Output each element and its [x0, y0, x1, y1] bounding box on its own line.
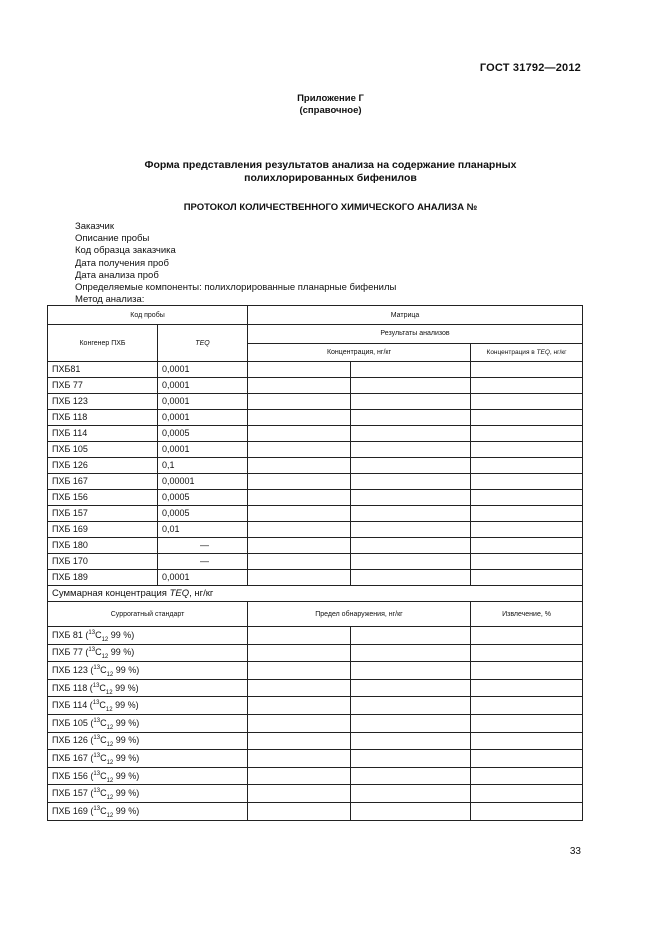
- congener-teq: 0,0001: [158, 362, 248, 378]
- surrogate-header: Суррогатный стандарт: [48, 602, 248, 627]
- isotope-count: 12: [106, 742, 114, 749]
- isotope-purity: 99 %): [113, 752, 140, 763]
- detection-limit-cell-2: [351, 802, 471, 820]
- surrogate-row: [48, 662, 583, 680]
- congener-row: [48, 474, 583, 490]
- isotope-count: 12: [106, 794, 114, 801]
- results-table: [47, 305, 583, 821]
- isotope-count: 12: [101, 636, 109, 643]
- congener-teq: 0,0001: [158, 570, 248, 586]
- concentration-cell-2: [351, 490, 471, 506]
- congener-teq: 0,0001: [158, 410, 248, 426]
- concentration-cell-1: [248, 378, 351, 394]
- surrogate-name: [48, 767, 248, 785]
- surrogate-congener: ПХБ 105 (: [52, 717, 94, 728]
- congener-teq: 0,0001: [158, 378, 248, 394]
- concentration-teq-cell: [471, 362, 583, 378]
- sum-suffix: , нг/кг: [189, 588, 214, 599]
- concentration-cell-1: [248, 410, 351, 426]
- recovery-cell: [471, 767, 583, 785]
- concentration-header: Концентрация, нг/кг: [248, 343, 471, 362]
- sum-teq-label: [48, 586, 583, 602]
- sum-teq-em: TEQ: [169, 588, 190, 599]
- detection-limit-cell-1: [248, 662, 351, 680]
- conc-teq-suffix: , нг/кг: [549, 348, 567, 356]
- congener-name: ПХБ81: [48, 362, 158, 378]
- detection-limit-cell-1: [248, 750, 351, 768]
- surrogate-row: [48, 802, 583, 820]
- detection-limit-cell-1: [248, 679, 351, 697]
- detection-limit-cell-1: [248, 785, 351, 803]
- concentration-teq-cell: [471, 570, 583, 586]
- annex-title: Приложение Г: [297, 93, 364, 104]
- concentration-cell-1: [248, 522, 351, 538]
- surrogate-congener: ПХБ 167 (: [52, 752, 94, 763]
- sum-row: [48, 586, 583, 602]
- congener-row: [48, 506, 583, 522]
- annex-heading: [0, 93, 661, 117]
- concentration-teq-cell: [471, 410, 583, 426]
- concentration-cell-1: [248, 554, 351, 570]
- detection-limit-header: Предел обнаружения, нг/кг: [248, 602, 471, 627]
- isotope-count: 12: [106, 671, 114, 678]
- isotope-element: C: [100, 735, 107, 746]
- congener-name: ПХБ 105: [48, 442, 158, 458]
- recovery-cell: [471, 714, 583, 732]
- surrogate-row: [48, 732, 583, 750]
- field-components: Определяемые компоненты: полихлорированные планарные бифенилы: [75, 282, 397, 294]
- field-method: Метод анализа:: [75, 294, 145, 306]
- concentration-cell-1: [248, 570, 351, 586]
- concentration-cell-2: [351, 570, 471, 586]
- surrogate-congener: ПХБ 81 (: [52, 629, 89, 640]
- surrogate-row: [48, 679, 583, 697]
- conc-teq-prefix: Концентрация в: [486, 348, 537, 356]
- congener-name: ПХБ 123: [48, 394, 158, 410]
- concentration-teq-cell: [471, 474, 583, 490]
- recovery-cell: [471, 785, 583, 803]
- concentration-cell-2: [351, 442, 471, 458]
- congener-row: [48, 570, 583, 586]
- congener-row: [48, 394, 583, 410]
- congener-name: ПХБ 157: [48, 506, 158, 522]
- recovery-cell: [471, 627, 583, 645]
- surrogate-congener: ПХБ 169 (: [52, 805, 94, 816]
- concentration-cell-2: [351, 394, 471, 410]
- congener-name: ПХБ 167: [48, 474, 158, 490]
- congener-row: [48, 426, 583, 442]
- surrogate-name: [48, 750, 248, 768]
- header-row-results: [48, 325, 583, 344]
- concentration-cell-1: [248, 362, 351, 378]
- annex-kind: (справочное): [299, 105, 362, 116]
- field-analysis-date: Дата анализа проб: [75, 269, 159, 281]
- isotope-element: C: [100, 805, 107, 816]
- concentration-cell-2: [351, 506, 471, 522]
- concentration-cell-2: [351, 554, 471, 570]
- congener-row: [48, 442, 583, 458]
- isotope-mass: 13: [92, 682, 100, 689]
- surrogate-name: [48, 714, 248, 732]
- conc-teq-em: TEQ: [536, 348, 550, 356]
- concentration-teq-cell: [471, 458, 583, 474]
- detection-limit-cell-2: [351, 767, 471, 785]
- sample-code-header: Код пробы: [48, 306, 248, 325]
- congener-name: ПХБ 189: [48, 570, 158, 586]
- congener-teq: 0,0001: [158, 442, 248, 458]
- form-title-line-1: Форма представления результатов анализа на содержание планарных: [144, 159, 517, 171]
- surrogate-row: [48, 644, 583, 662]
- isotope-purity: 99 %): [113, 735, 140, 746]
- concentration-teq-header: [471, 343, 583, 362]
- detection-limit-cell-2: [351, 662, 471, 680]
- concentration-cell-2: [351, 410, 471, 426]
- surrogate-name: [48, 732, 248, 750]
- protocol-fields: [75, 221, 396, 306]
- surrogate-row: [48, 785, 583, 803]
- detection-limit-cell-2: [351, 627, 471, 645]
- matrix-header: [248, 306, 583, 325]
- isotope-mass: 13: [93, 805, 101, 812]
- congener-row: [48, 538, 583, 554]
- concentration-cell-2: [351, 522, 471, 538]
- concentration-teq-cell: [471, 554, 583, 570]
- detection-limit-cell-1: [248, 644, 351, 662]
- detection-limit-cell-2: [351, 697, 471, 715]
- congener-name: ПХБ 169: [48, 522, 158, 538]
- detection-limit-cell-1: [248, 627, 351, 645]
- congener-name: ПХБ 118: [48, 410, 158, 426]
- concentration-teq-cell: [471, 378, 583, 394]
- isotope-purity: 99 %): [113, 664, 140, 675]
- isotope-purity: 99 %): [112, 700, 139, 711]
- surrogate-name: [48, 697, 248, 715]
- isotope-mass: 13: [93, 752, 101, 759]
- isotope-count: 12: [106, 724, 114, 731]
- congener-teq: 0,00001: [158, 474, 248, 490]
- congener-name: ПХБ 114: [48, 426, 158, 442]
- congener-teq: —: [158, 538, 248, 554]
- isotope-purity: 99 %): [112, 682, 139, 693]
- congener-row: [48, 458, 583, 474]
- form-title: [60, 159, 601, 185]
- concentration-teq-cell: [471, 394, 583, 410]
- surrogate-name: [48, 644, 248, 662]
- surrogate-name: [48, 679, 248, 697]
- isotope-count: 12: [105, 689, 113, 696]
- concentration-cell-2: [351, 426, 471, 442]
- surrogate-congener: ПХБ 126 (: [52, 735, 94, 746]
- isotope-count: 12: [106, 759, 114, 766]
- isotope-element: C: [99, 682, 106, 693]
- isotope-purity: 99 %): [108, 629, 135, 640]
- concentration-cell-2: [351, 458, 471, 474]
- surrogate-congener: ПХБ 114 (: [52, 700, 93, 711]
- congener-name: ПХБ 156: [48, 490, 158, 506]
- congener-teq: 0,01: [158, 522, 248, 538]
- recovery-cell: [471, 662, 583, 680]
- surrogate-name: [48, 627, 248, 645]
- surrogate-header-row: [48, 602, 583, 627]
- isotope-element: C: [100, 770, 107, 781]
- protocol-title: ПРОТОКОЛ КОЛИЧЕСТВЕННОГО ХИМИЧЕСКОГО АНАЛИЗА №: [183, 202, 478, 213]
- surrogate-congener: ПХБ 157 (: [52, 788, 94, 799]
- detection-limit-cell-2: [351, 644, 471, 662]
- isotope-purity: 99 %): [113, 788, 140, 799]
- detection-limit-cell-1: [248, 714, 351, 732]
- page-number: 33: [569, 846, 581, 857]
- congener-row: [48, 522, 583, 538]
- isotope-purity: 99 %): [113, 717, 140, 728]
- detection-limit-cell-2: [351, 785, 471, 803]
- detection-limit-cell-2: [351, 679, 471, 697]
- surrogate-name: [48, 802, 248, 820]
- isotope-purity: 99 %): [108, 647, 135, 658]
- concentration-cell-2: [351, 538, 471, 554]
- congener-header: Конгенер ПХБ: [48, 325, 158, 362]
- concentration-cell-2: [351, 378, 471, 394]
- recovery-cell: [471, 679, 583, 697]
- concentration-teq-cell: [471, 490, 583, 506]
- isotope-mass: 13: [88, 629, 96, 636]
- congener-row: [48, 378, 583, 394]
- surrogate-name: [48, 785, 248, 803]
- detection-limit-cell-2: [351, 714, 471, 732]
- isotope-count: 12: [106, 777, 114, 784]
- concentration-teq-cell: [471, 426, 583, 442]
- surrogate-row: [48, 697, 583, 715]
- surrogate-row: [48, 627, 583, 645]
- concentration-cell-1: [248, 442, 351, 458]
- concentration-teq-cell: [471, 442, 583, 458]
- field-receipt-date: Дата получения проб: [75, 257, 169, 269]
- isotope-mass: 13: [93, 664, 101, 671]
- congener-teq: 0,1: [158, 458, 248, 474]
- isotope-mass: 13: [92, 700, 100, 707]
- isotope-mass: 13: [93, 735, 101, 742]
- isotope-count: 12: [106, 812, 114, 819]
- congener-teq: 0,0005: [158, 426, 248, 442]
- congener-name: ПХБ 126: [48, 458, 158, 474]
- detection-limit-cell-1: [248, 802, 351, 820]
- concentration-cell-1: [248, 394, 351, 410]
- detection-limit-cell-2: [351, 750, 471, 768]
- concentration-cell-1: [248, 538, 351, 554]
- surrogate-row: [48, 714, 583, 732]
- detection-limit-cell-2: [351, 732, 471, 750]
- concentration-cell-1: [248, 490, 351, 506]
- isotope-element: C: [100, 717, 107, 728]
- recovery-cell: [471, 802, 583, 820]
- concentration-cell-2: [351, 362, 471, 378]
- form-title-line-2: полихлорированных бифенилов: [244, 172, 417, 184]
- isotope-purity: 99 %): [113, 805, 140, 816]
- detection-limit-cell-1: [248, 732, 351, 750]
- isotope-element: C: [99, 700, 106, 711]
- isotope-mass: 13: [88, 647, 96, 654]
- isotope-element: C: [100, 752, 107, 763]
- detection-limit-cell-1: [248, 767, 351, 785]
- isotope-mass: 13: [93, 770, 101, 777]
- isotope-count: 12: [101, 654, 109, 661]
- recovery-cell: [471, 732, 583, 750]
- congener-teq: 0,0005: [158, 490, 248, 506]
- concentration-cell-1: [248, 506, 351, 522]
- field-customer-sample-code: Код образца заказчика: [75, 245, 176, 257]
- congener-name: ПХБ 170: [48, 554, 158, 570]
- isotope-count: 12: [105, 706, 113, 713]
- concentration-cell-2: [351, 474, 471, 490]
- congener-row: [48, 554, 583, 570]
- congener-row: [48, 410, 583, 426]
- isotope-element: C: [100, 664, 107, 675]
- isotope-element: C: [95, 629, 102, 640]
- surrogate-congener: ПХБ 77 (: [52, 647, 89, 658]
- isotope-mass: 13: [93, 788, 101, 795]
- congener-row: [48, 490, 583, 506]
- field-customer: Заказчик: [75, 221, 115, 232]
- isotope-purity: 99 %): [113, 770, 140, 781]
- matrix-label: Матрица: [390, 311, 420, 319]
- detection-limit-cell-1: [248, 697, 351, 715]
- surrogate-row: [48, 750, 583, 768]
- standard-number: ГОСТ 31792—2012: [479, 62, 581, 74]
- recovery-header: Извлечение, %: [471, 602, 583, 627]
- congener-teq: —: [158, 554, 248, 570]
- congener-row: [48, 362, 583, 378]
- isotope-element: C: [100, 788, 107, 799]
- congener-teq: 0,0001: [158, 394, 248, 410]
- concentration-teq-cell: [471, 538, 583, 554]
- congener-name: ПХБ 77: [48, 378, 158, 394]
- concentration-teq-cell: [471, 522, 583, 538]
- recovery-cell: [471, 644, 583, 662]
- sum-prefix: Суммарная концентрация: [52, 588, 170, 599]
- teq-header: TEQ: [158, 325, 248, 362]
- field-sample-description: Описание пробы: [75, 233, 150, 245]
- surrogate-congener: ПХБ 123 (: [52, 664, 94, 675]
- concentration-cell-1: [248, 426, 351, 442]
- header-row-sample: [48, 306, 583, 325]
- concentration-teq-cell: [471, 506, 583, 522]
- congener-teq: 0,0005: [158, 506, 248, 522]
- results-header: Результаты анализов: [248, 325, 583, 344]
- concentration-cell-1: [248, 458, 351, 474]
- concentration-cell-1: [248, 474, 351, 490]
- surrogate-congener: ПХБ 156 (: [52, 770, 94, 781]
- recovery-cell: [471, 750, 583, 768]
- isotope-element: C: [95, 647, 102, 658]
- congener-name: ПХБ 180: [48, 538, 158, 554]
- surrogate-row: [48, 767, 583, 785]
- surrogate-congener: ПХБ 118 (: [52, 682, 93, 693]
- surrogate-name: [48, 662, 248, 680]
- recovery-cell: [471, 697, 583, 715]
- isotope-mass: 13: [93, 717, 101, 724]
